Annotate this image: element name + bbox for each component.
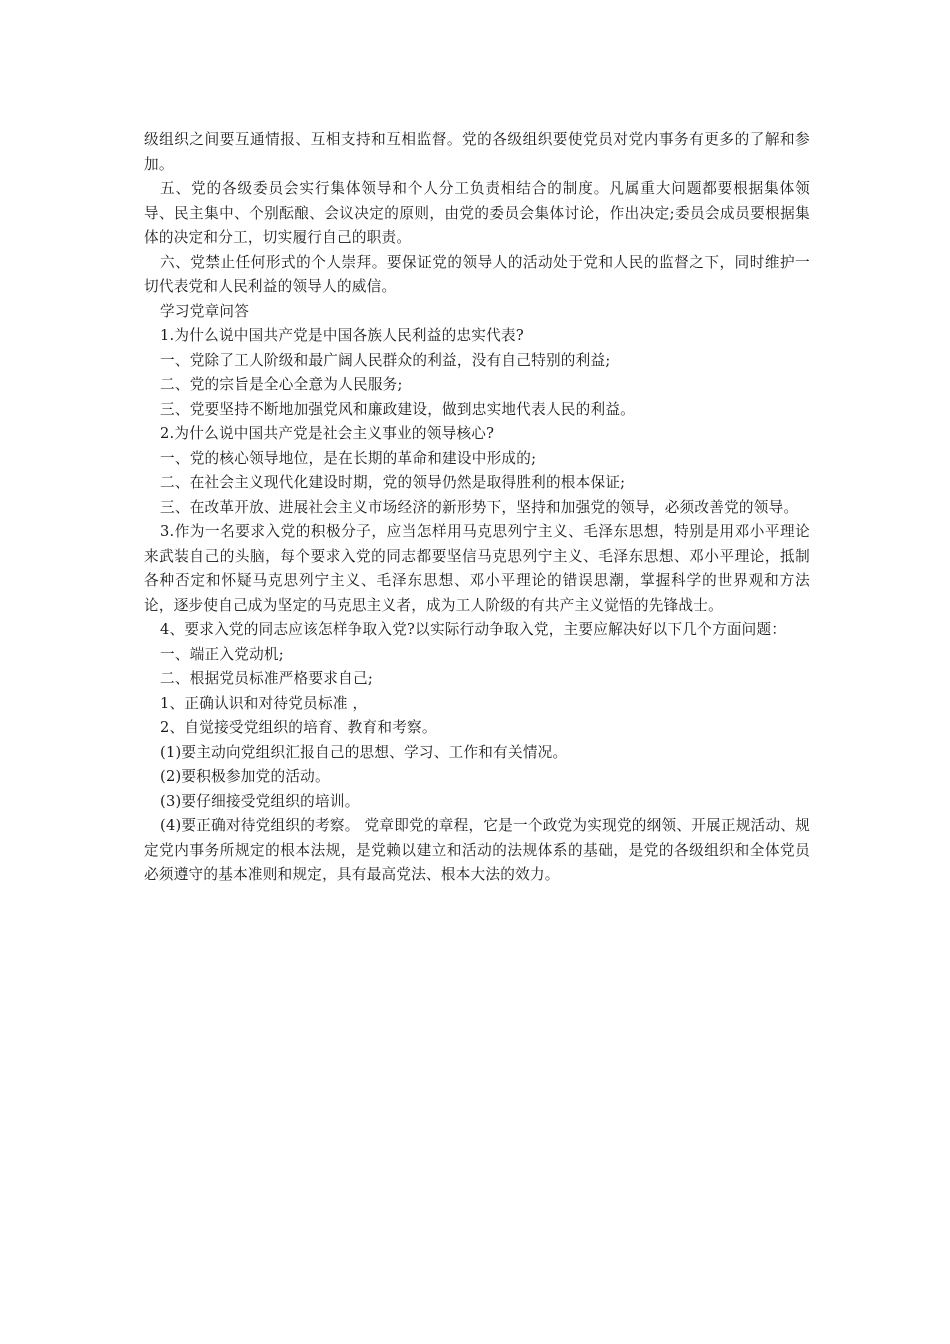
- paragraph-1: 级组织之间要互通情报、互相支持和互相监督。党的各级组织要使党员对党内事务有更多的了解和参加。: [144, 131, 810, 173]
- answer-4-item-2: (2)要积极参加党的活动。: [160, 768, 330, 785]
- answer-4-point-1: 一、端正入党动机;: [160, 645, 284, 663]
- question-3: 3.作为一名要求入党的积极分子，应当怎样用马克思列宁主义、毛泽东思想，特别是用邓小平理论来武装自己的头脑，每个要求入党的同志都要坚信马克思列宁主义、毛泽东思想、邓小平理论，抵制各种否定和怀疑马克思列宁主义、毛泽东思想、邓小平理论的错误思潮，掌握科学的世界观和方法论，逐步使自己成为坚定的马克思主义者，成为工人阶级的有共产主义觉悟的先锋战士。: [144, 523, 810, 614]
- document-body: [144, 128, 810, 888]
- answer-2-point-3: 三、在改革开放、进展社会主义市场经济的新形势下，坚持和加强党的领导，必须改善党的领导。: [160, 498, 799, 516]
- answer-4-item-3: (3)要仔细接受党组织的培训。: [160, 792, 360, 810]
- answer-4-sub-2: 2、自觉接受党组织的培育、教育和考察。: [160, 719, 437, 736]
- paragraph-3: 六、党禁止任何形式的个人崇拜。要保证党的领导人的活动处于党和人民的监督之下，同时维护一切代表党和人民利益的领导人的威信。: [144, 253, 810, 295]
- answer-1-point-1: 一、党除了工人阶级和最广阔人民群众的利益，没有自己特别的利益;: [160, 351, 611, 369]
- answer-4-sub-1: 1、正确认识和对待党员标准 ，: [160, 694, 368, 712]
- answer-2-point-1: 一、党的核心领导地位，是在长期的革命和建设中形成的;: [160, 449, 537, 467]
- question-4: 4、要求入党的同志应该怎样争取入党?以实际行动争取入党，主要应解决好以下几个方面问题：: [160, 621, 787, 638]
- answer-4-item-1: (1)要主动向党组织汇报自己的思想、学习、工作和有关情况。: [160, 743, 568, 761]
- paragraph-2: 五、党的各级委员会实行集体领导和个人分工负责相结合的制度。凡属重大问题都要根据集体领导、民主集中、个别酝酿、会议决定的原则，由党的委员会集体讨论，作出决定;委员会成员要根据集体的决定和分工，切实履行自己的职责。: [144, 180, 810, 246]
- answer-4-item-4: (4)要正确对待党组织的考察。 党章即党的章程，它是一个政党为实现党的纲领、开展正规活动、规定党内事务所规定的根本法规，是党赖以建立和活动的法规体系的基础，是党的各级组织和全体党员必须遵守的基本准则和规定，具有最高党法、根本大法的效力。: [144, 817, 810, 883]
- answer-4-point-2: 二、根据党员标准严格要求自己;: [160, 670, 373, 687]
- answer-2-point-2: 二、在社会主义现代化建设时期，党的领导仍然是取得胜利的根本保证;: [160, 474, 626, 491]
- question-2: 2.为什么说中国共产党是社会主义事业的领导核心?: [160, 425, 495, 442]
- section-heading: 学习党章问答: [160, 302, 250, 320]
- answer-1-point-2: 二、党的宗旨是全心全意为人民服务;: [160, 376, 403, 393]
- question-1: 1.为什么说中国共产党是中国各族人民利益的忠实代表?: [160, 327, 524, 344]
- answer-1-point-3: 三、党要坚持不断地加强党风和廉政建设，做到忠实地代表人民的利益。: [160, 400, 636, 418]
